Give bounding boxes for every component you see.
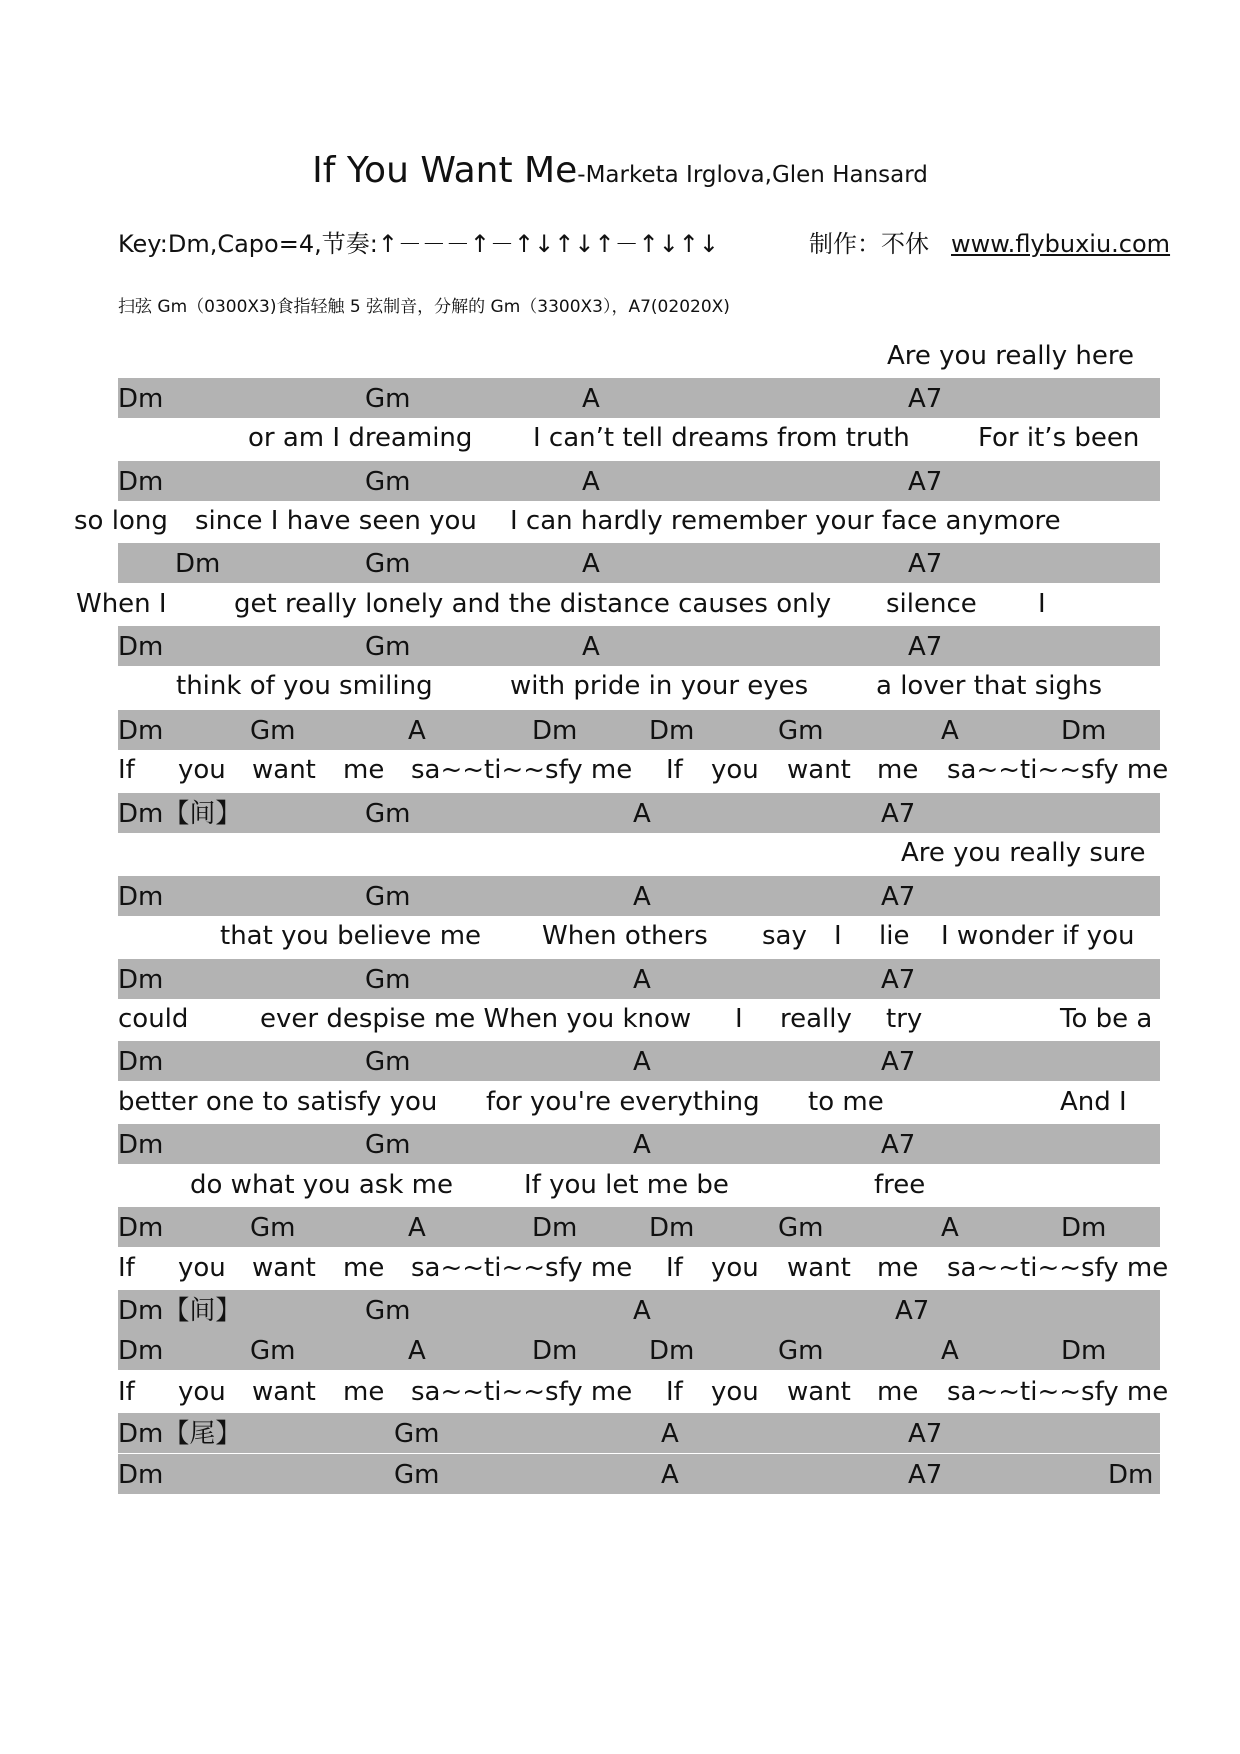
chord-label: A7 [908,1460,943,1490]
lyric-text: want [252,755,316,785]
lyric-text: want [252,1253,316,1283]
chord-label: Gm [250,716,296,746]
chord-label: Gm [394,1460,440,1490]
chord-label: Gm [778,716,824,746]
chord-label: Dm [118,1047,164,1077]
chord-label: Dm【间】 [118,1296,242,1326]
lyric-text: think of you smiling [176,671,433,701]
chord-label: A [582,632,600,662]
lyric-text: for you're everything [486,1087,760,1117]
lyric-text: could [118,1004,189,1034]
chord-label: Dm [118,1460,164,1490]
chord-row [118,543,1160,583]
lyric-text: I [735,1004,743,1034]
maker-credit: 制作：不休 [809,230,929,258]
chord-label: A [941,1213,959,1243]
chord-label: A [408,1213,426,1243]
chord-label: Dm【间】 [118,799,242,829]
chord-label: Gm [365,965,411,995]
lyric-text: me [343,1253,385,1283]
lyric-text: try [886,1004,923,1034]
chord-label: A7 [881,965,916,995]
chord-row [118,1413,1160,1453]
lyric-text: you [178,755,226,785]
lyric-text: want [787,1253,851,1283]
chord-label: Gm [778,1213,824,1243]
chord-label: Dm [118,1130,164,1160]
chord-label: A [582,467,600,497]
lyric-text: me [343,755,385,785]
chord-label: Dm [1108,1460,1154,1490]
chord-row [118,461,1160,501]
chord-label: Gm [394,1419,440,1449]
lyric-text: I wonder if you [941,921,1135,951]
maker-info [809,224,1170,259]
lyric-text: that you believe me [220,921,482,951]
lyric-text: really [780,1004,852,1034]
chord-label: Dm [118,1213,164,1243]
chord-label: A [633,882,651,912]
lyric-text: If [118,1253,135,1283]
lyric-text: sa~~ti~~sfy me [947,1377,1169,1407]
chord-label: A [408,716,426,746]
chord-label: A [661,1460,679,1490]
lyric-text: sa~~ti~~sfy me [947,1253,1169,1283]
lyric-text: When I [76,589,167,619]
lyric-text: since I have seen you [195,506,477,536]
lyric-text: If you let me be [524,1170,729,1200]
lyric-text: so long [74,506,168,536]
lyric-text: you [711,1377,759,1407]
lyric-text: And I [1060,1087,1127,1117]
chord-label: A7 [908,632,943,662]
chord-label: Dm [118,716,164,746]
lyric-text: free [874,1170,926,1200]
chord-label: A [633,1130,651,1160]
key-rhythm-line: Key:Dm,Capo=4,节奏:↑－－－↑－↑↓↑↓↑－↑↓↑↓ [118,230,720,258]
chord-label: Dm [118,632,164,662]
lyric-text: you [178,1377,226,1407]
chord-label: Dm【尾】 [118,1419,242,1449]
chord-label: Gm [365,882,411,912]
chord-label: Dm [118,384,164,414]
chord-label: Gm [365,467,411,497]
chord-label: Gm [250,1213,296,1243]
chord-label: A7 [908,549,943,579]
lyric-text: with pride in your eyes [510,671,809,701]
lyric-text: sa~~ti~~sfy me [411,755,633,785]
chord-row [118,1454,1160,1494]
chord-label: Dm [649,1336,695,1366]
chord-label: Gm [365,632,411,662]
chord-label: A [661,1419,679,1449]
chord-label: Gm [365,549,411,579]
chord-label: Dm [118,1336,164,1366]
chord-label: Gm [365,1296,411,1326]
chord-label: A7 [881,1047,916,1077]
lyric-text: Are you really here [887,341,1134,371]
lyric-text: I can hardly remember your face anymore [510,506,1061,536]
song-name: If You Want Me [312,150,578,191]
chord-label: A7 [908,467,943,497]
chord-label: Dm [532,1213,578,1243]
lyric-text: sa~~ti~~sfy me [947,755,1169,785]
lyric-text: want [787,755,851,785]
chord-label: Dm [118,965,164,995]
chord-label: A [582,549,600,579]
chord-label: A [582,384,600,414]
chord-label: Gm [778,1336,824,1366]
website-link[interactable]: www.flybuxiu.com [951,230,1171,258]
lyric-text: say [762,921,807,951]
chord-label: Dm [532,1336,578,1366]
lyric-text: want [252,1377,316,1407]
chord-label: A7 [881,1130,916,1160]
song-artist: -Marketa Irglova,Glen Hansard [577,162,928,188]
lyric-text: me [877,755,919,785]
chord-label: Dm [532,716,578,746]
chord-label: Gm [365,384,411,414]
chord-label: Gm [365,1047,411,1077]
lyric-text: To be a [1060,1004,1153,1034]
lyric-text: sa~~ti~~sfy me [411,1377,633,1407]
lyric-text: get really lonely and the distance causes only [234,589,832,619]
chord-label: A7 [908,1419,943,1449]
lyric-text: When others [542,921,708,951]
lyric-text: I [834,921,842,951]
lyric-text: you [178,1253,226,1283]
song-title [0,150,1240,191]
chord-label: A7 [881,882,916,912]
lyric-text: you [711,755,759,785]
chord-label: Dm [1061,1213,1107,1243]
chord-label: Gm [250,1336,296,1366]
lyric-text: sa~~ti~~sfy me [411,1253,633,1283]
lyric-text: silence [886,589,977,619]
lyric-text: me [877,1377,919,1407]
lyric-text: ever despise me When you know [260,1004,692,1034]
lyric-text: do what you ask me [190,1170,453,1200]
chord-label: A7 [881,799,916,829]
lyric-text: If [666,755,683,785]
chord-label: A [941,716,959,746]
chord-label: Gm [365,799,411,829]
lyric-text: want [787,1377,851,1407]
lyric-text: If [118,755,135,785]
chord-label: Dm [118,467,164,497]
chord-label: Dm [118,882,164,912]
lyric-text: lie [879,921,910,951]
lyric-text: If [666,1253,683,1283]
lyric-text: If [118,1377,135,1407]
lyric-text: I can’t tell dreams from truth [533,423,910,453]
lyric-text: For it’s been [978,423,1140,453]
lyric-text: me [877,1253,919,1283]
lyric-text: a lover that sighs [876,671,1103,701]
chord-label: A [633,965,651,995]
chord-label: Dm [649,716,695,746]
lyric-text: Are you really sure [901,838,1146,868]
lyric-text: I [1038,589,1046,619]
lyric-text: If [666,1377,683,1407]
lyric-text: me [343,1377,385,1407]
chord-label: A [408,1336,426,1366]
chord-label: A [633,799,651,829]
chord-row [118,626,1160,666]
chord-label: A7 [908,384,943,414]
lyric-text: to me [808,1087,884,1117]
chord-label: A [633,1296,651,1326]
chord-label: A [941,1336,959,1366]
lyric-text: or am I dreaming [248,423,473,453]
chord-label: Dm [1061,716,1107,746]
chord-label: Dm [649,1213,695,1243]
playing-note: 扫弦 Gm（0300X3)食指轻触 5 弦制音，分解的 Gm（3300X3），A7(02020X) [118,297,730,317]
lyric-text: you [711,1253,759,1283]
chord-label: A7 [895,1296,930,1326]
chord-label: Dm [1061,1336,1107,1366]
chord-label: Gm [365,1130,411,1160]
chord-label: Dm [175,549,221,579]
chord-row [118,378,1160,418]
lyric-text: better one to satisfy you [118,1087,438,1117]
chord-label: A [633,1047,651,1077]
